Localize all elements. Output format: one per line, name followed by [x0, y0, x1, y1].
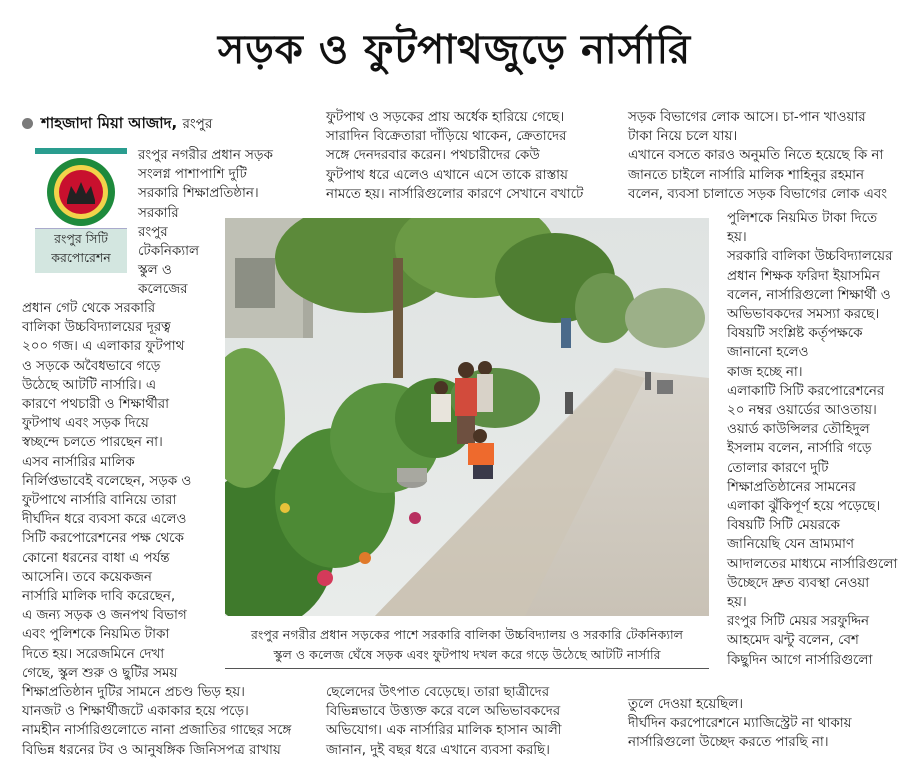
- text-line: বলেন, ব্যবসা চালাতে সড়ক বিভাগের লোক এবং: [628, 186, 888, 202]
- text-line: বিষয়টি সংশ্লিষ্ট কর্তৃপক্ষকে: [727, 326, 863, 342]
- text-line: এলাকা ঝুঁকিপূর্ণ হয়ে পড়েছে।: [727, 499, 881, 515]
- text-line: কলেজের: [138, 282, 188, 298]
- text-line: সরকারি বালিকা উচ্চবিদ্যালয়ের: [727, 249, 893, 265]
- text-line: সঙ্গে দেনদরবার করেন। পথচারীদের কেউ: [326, 148, 540, 164]
- column-1-lower: [22, 299, 222, 683]
- text-line: হয়।: [727, 595, 747, 611]
- column-1-bottom: [22, 683, 320, 760]
- caption-line1: রংপুর নগরীর প্রধান সড়কের পাশে সরকারি বালিকা উচ্চবিদ্যালয় ও সরকারি টেকনিক্যাল: [250, 627, 684, 642]
- text-line: আদালতের মাধ্যমে নার্সারিগুলো: [727, 556, 898, 572]
- text-line: জানানো হলেও: [727, 345, 809, 361]
- text-line: এখানে বসতে কারও অনুমতি নিতে হয়েছে কি না: [628, 148, 884, 164]
- logo-emblem: [35, 154, 127, 230]
- text-line: স্কুল ও: [138, 263, 172, 279]
- text-line: অভিভাবকদের সমস্যা করছে।: [727, 307, 880, 323]
- text-line: এলাকাটি সিটি করপোরেশনের: [727, 383, 885, 399]
- text-line: বিভিন্ন ধরনের টব ও আনুষঙ্গিক জিনিসপত্র রাখায়: [22, 742, 281, 758]
- text-line: আহমেদ ঝন্টু বলেন, বেশ: [727, 633, 859, 649]
- text-line: তোলার কারণে দুটি: [727, 460, 829, 476]
- text-line: ফুটপাথ এবং সড়ক দিয়ে: [22, 416, 149, 432]
- city-corporation-logo: [35, 148, 127, 274]
- text-line: জানিয়েছি যেন ভ্রাম্যমাণ: [727, 537, 855, 553]
- column-2-bottom: [326, 683, 626, 760]
- text-line: ফুটপাথ ও সড়কের প্রায় অর্ধেক হারিয়ে গেছে।: [326, 110, 565, 125]
- text-line: নার্সারি মালিক দাবি করেছেন,: [22, 589, 176, 605]
- byline-location: রংপুর: [182, 116, 213, 132]
- headline: সড়ক ও ফুটপাথজুড়ে নার্সারি: [217, 27, 692, 73]
- text-line: সরকারি শিক্ষাপ্রতিষ্ঠান।: [138, 186, 259, 202]
- text-line: শিক্ষাপ্রতিষ্ঠান দুটির সামনে প্রচণ্ড ভিড় হয়।: [22, 685, 245, 700]
- text-line: এ জন্য সড়ক ও জনপথ বিভাগ: [22, 608, 187, 624]
- text-line: তুলে দেওয়া হয়েছিল।: [628, 697, 744, 712]
- text-line: ও সড়কে অবৈধভাবে গড়ে: [22, 358, 161, 374]
- byline-name: শাহজাদা মিয়া আজাদ,: [41, 114, 178, 132]
- bullet-icon: [22, 118, 33, 129]
- text-line: নামতে হয়। নার্সারিগুলোর কারণে সেখানে বখাটে: [326, 186, 584, 202]
- logo-caption: [35, 228, 127, 273]
- text-line: কোনো ধরনের বাধা এ পর্যন্ত: [22, 550, 170, 566]
- text-line: ফুটপাথে নার্সারি বানিয়ে তারা: [22, 493, 177, 509]
- text-line: রংপুর সিটি মেয়র সরফুদ্দিন: [727, 614, 870, 630]
- text-line: প্রধান গেট থেকে সরকারি: [22, 301, 156, 316]
- text-line: স্বচ্ছন্দে চলতে পারছেন না।: [22, 435, 163, 451]
- text-line: বিভিন্নভাবে উত্ত্যক্ত করে বলে অভিভাবকদের: [326, 704, 561, 720]
- text-line: নামহীন নার্সারিগুলোতে নানা প্রজাতির গাছের সঙ্গে: [22, 723, 292, 739]
- text-line: সংলগ্ন পাশাপাশি দুটি: [138, 167, 247, 183]
- caption-rule: [225, 668, 709, 669]
- text-line: উঠেছে আটটি নার্সারি। এ: [22, 377, 157, 393]
- text-line: ওয়ার্ড কাউন্সিলর তৌহিদুল: [727, 422, 870, 438]
- photo-caption: [225, 625, 709, 665]
- column-3-right: [727, 209, 907, 670]
- text-line: জানতে চাইলে নার্সারি মালিক শাহিনুর রহমান: [628, 167, 865, 183]
- text-line: ফুটপাথ ধরে এলেও এখানে এসে তাকে রাস্তায়: [326, 167, 568, 183]
- text-line: কিছুদিন আগে নার্সারিগুলো: [727, 652, 873, 668]
- column-3-top: [628, 108, 908, 204]
- text-line: দিতে হয়। সরেজমিনে দেখা: [22, 646, 165, 662]
- text-line: কারণে পথচারী ও শিক্ষার্থীরা: [22, 397, 170, 413]
- text-line: আসেনি। তবে কয়েকজন: [22, 569, 152, 585]
- text-line: বিষয়টি সিটি মেয়রকে: [727, 518, 840, 534]
- news-photo: [225, 218, 709, 616]
- column-2-top: [326, 108, 626, 204]
- text-line: বলেন, নার্সারিগুলো শিক্ষার্থী ও: [727, 287, 891, 303]
- text-line: রংপুর নগরীর প্রধান সড়ক: [138, 148, 273, 163]
- byline: [22, 112, 212, 137]
- text-line: নির্লিপ্তভাবেই বলেছেন, সড়ক ও: [22, 473, 192, 489]
- text-line: এসব নার্সারির মালিক: [22, 454, 135, 470]
- text-line: পুলিশকে নিয়মিত টাকা দিতে: [727, 211, 878, 226]
- text-line: ২০০ গজ। এ এলাকার ফুটপাথ: [22, 339, 185, 355]
- text-line: বালিকা উচ্চবিদ্যালয়ের দূরত্ব: [22, 320, 171, 336]
- text-line: সড়ক বিভাগের লোক আসে। চা-পান খাওয়ার: [628, 110, 866, 125]
- text-line: ইসলাম বলেন, নার্সারি গড়ে: [727, 441, 872, 457]
- text-line: রংপুর: [138, 224, 168, 240]
- text-line: জানান, দুই বছর ধরে এখানে ব্যবসা করছি।: [326, 742, 550, 758]
- text-line: প্রধান শিক্ষক ফরিদা ইয়াসমিন: [727, 268, 880, 284]
- logo-caption-line2: করপোরেশন: [51, 250, 111, 265]
- text-line: এবং পুলিশকে নিয়মিত টাকা: [22, 627, 170, 643]
- logo-caption-line1: রংপুর সিটি: [54, 231, 108, 246]
- text-line: ছেলেদের উৎপাত বেড়েছে। তারা ছাত্রীদের: [326, 685, 550, 700]
- text-line: যানজট ও শিক্ষার্থীজটে একাকার হয়ে পড়ে।: [22, 704, 249, 720]
- text-line: সিটি করপোরেশনের পক্ষ থেকে: [22, 531, 184, 547]
- text-line: হয়।: [727, 230, 747, 246]
- text-line: দীর্ঘদিন করপোরেশনে ম্যাজিস্ট্রেট না থাকায়: [628, 716, 852, 732]
- text-line: নার্সারিগুলো উচ্ছেদ করতে পারছি না।: [628, 735, 829, 751]
- text-line: অভিযোগ। এক নার্সারির মালিক হাসান আলী: [326, 723, 562, 739]
- text-line: উচ্ছেদে দ্রুত ব্যবস্থা নেওয়া: [727, 575, 870, 591]
- caption-line2: স্কুল ও কলেজ ঘেঁষে সড়ক এবং ফুটপাথ দখল করে গড়ে উঠেছে আটটি নার্সারি: [273, 647, 661, 662]
- text-line: টাকা নিয়ে চলে যায়।: [628, 129, 738, 145]
- column-3-bottom: [628, 695, 908, 753]
- text-line: সরকারি: [138, 205, 179, 221]
- text-line: ২০ নম্বর ওয়ার্ডের আওতায়।: [727, 403, 877, 419]
- text-line: টেকনিক্যাল: [138, 244, 200, 260]
- column-1-upper: [138, 146, 273, 300]
- text-line: দীর্ঘদিন ধরে ব্যবসা করে এলেও: [22, 512, 187, 528]
- text-line: শিক্ষাপ্রতিষ্ঠানের সামনের: [727, 479, 856, 495]
- text-line: গেছে, স্কুল শুরু ও ছুটির সময়: [22, 665, 178, 681]
- text-line: কাজ হচ্ছে না।: [727, 364, 803, 380]
- text-line: সারাদিন বিক্রেতারা দাঁড়িয়ে থাকেন, ক্রেতাদের: [326, 129, 567, 145]
